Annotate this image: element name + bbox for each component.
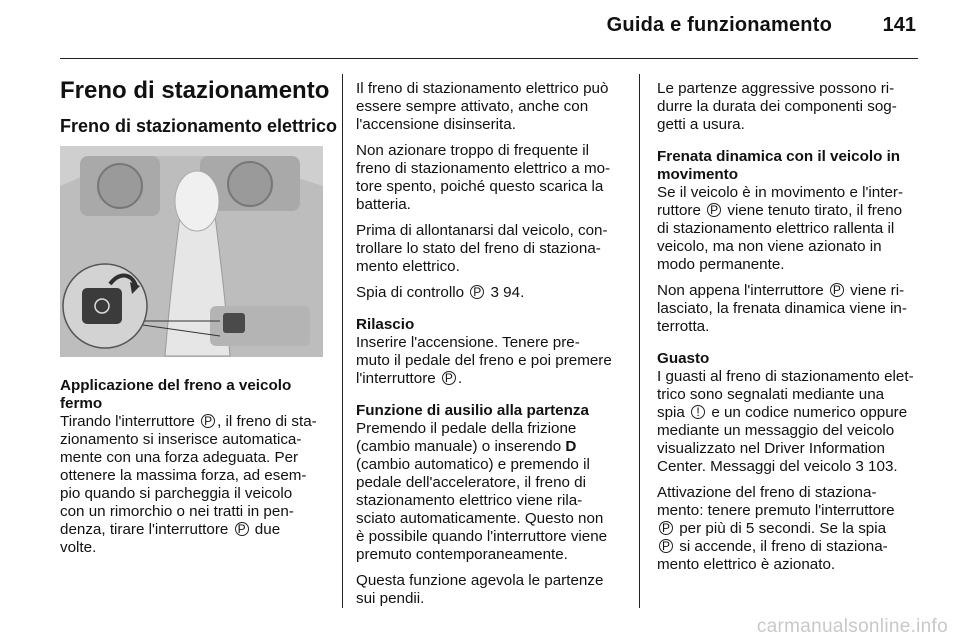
column-divider [342, 74, 343, 608]
paragraph-control-light: Spia di controllo P 3 94. [356, 284, 525, 301]
heading-drive-away-assist: Funzione di ausilio alla partenza [356, 402, 589, 419]
column-divider [639, 74, 640, 608]
paragraph-fault: I guasti al freno di stazionamento elet- trico sono segnalati mediante una spia ! e un codice numerico oppure mediante un messaggio del veicolo visualizzato nel Driver Information Center. Messaggi del veicolo 3 103. [657, 368, 914, 475]
paragraph-dynamic-braking: Se il veicolo è in movimento e l'inter- ruttore P viene tenuto tirato, il freno di stazionamento elettrico rallenta il veicolo, ma non viene azionato in modo permanente. [657, 184, 904, 273]
paragraph-always-active: Il freno di stazionamento elettrico può essere sempre attivato, anche con l'accensione disinserita. [356, 80, 609, 133]
paragraph-dynamic-braking-release: Non appena l'interruttore P viene ri- lasciato, la frenata dinamica viene in- terrotta. [657, 282, 907, 335]
paragraph-drive-away-assist: Premendo il pedale della frizione (cambio manuale) o inserendo D (cambio automatico) e premendo il pedale dell'acceleratore, il freno di stazionamento elettrico viene rila- sciato automaticamente. Questo non è possibile quando l'interruttore viene premuto contemporaneamente. [356, 420, 608, 563]
heading-dynamic-braking: Frenata dinamica con il veicolo in movimento [657, 148, 901, 183]
column-2 [356, 80, 638, 616]
running-header-title: Guida e funzionamento [606, 14, 832, 36]
paragraph-release: Inserire l'accensione. Tenere pre- muto il pedale del freno e poi premere l'interruttore P . [356, 334, 612, 387]
page-number: 141 [882, 14, 916, 36]
parking-brake-icon: P [830, 283, 844, 297]
heading-apply-brake: Applicazione del freno a veicolo fermo [60, 377, 292, 412]
parking-brake-icon: P [470, 285, 484, 299]
section-title: Freno di stazionamento [60, 77, 330, 104]
paragraph-apply-brake: Tirando l'interruttore P , il freno di sta- zionamento si inserisce automatica- mente con una forza adeguata. Per ottenere la massima forza, ad esem- pio quando si parcheggia il veicolo con un rimorchio o nei tratti in pen- denza, tirare l'interruttore P due volte. [60, 413, 317, 556]
parking-brake-icon: P [659, 539, 673, 553]
parking-brake-icon: P [707, 203, 721, 217]
header-rule [60, 58, 918, 59]
parking-brake-icon: P [659, 521, 673, 535]
heading-fault: Guasto [657, 350, 710, 367]
paragraph-aggressive-starts: Le partenze aggressive possono ri- durre la durata dei componenti sog- getti a usura. [657, 80, 897, 133]
paragraph-battery-warning: Non azionare troppo di frequente il freno di stazionamento elettrico a mo- tore spento, poiché questo scarica la batteria. [356, 142, 611, 213]
paragraph-check-status: Prima di allontanarsi dal veicolo, con- trollare lo stato del freno di staziona- mento elettrico. [356, 222, 608, 275]
column-3 [657, 80, 927, 582]
subsection-title: Freno di stazionamento elettrico [60, 116, 338, 136]
brake-fault-icon: ! [691, 405, 705, 419]
watermark-footer: carmanualsonline.info [756, 616, 948, 637]
parking-brake-switch-illustration [60, 146, 323, 357]
heading-release: Rilascio [356, 316, 415, 333]
column-1 [60, 377, 325, 565]
parking-brake-icon: P [235, 522, 249, 536]
parking-brake-icon: P [201, 414, 215, 428]
paragraph-hill-start: Questa funzione agevola le partenze sui pendii. [356, 572, 604, 607]
parking-brake-icon: P [442, 371, 456, 385]
paragraph-activation: Attivazione del freno di staziona- mento: tenere premuto l'interruttore P per più di 5 secondi. Se la spia P si accende, il freno di staziona- mento elettrico è azionato. [657, 484, 895, 573]
